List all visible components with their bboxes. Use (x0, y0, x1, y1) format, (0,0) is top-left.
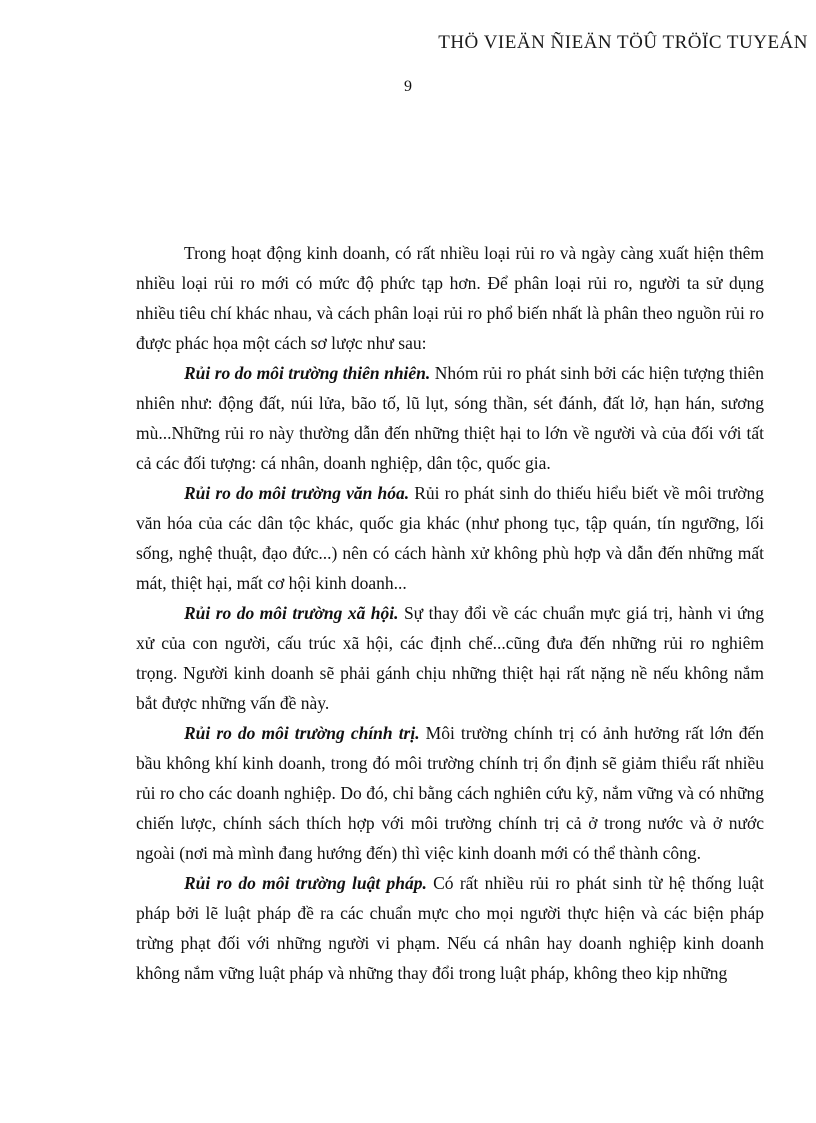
term-cultural-environment: Rủi ro do môi trường văn hóa. (184, 483, 410, 503)
page-number: 9 (404, 78, 412, 95)
term-political-environment: Rủi ro do môi trường chính trị. (184, 723, 420, 743)
paragraph-text: Nhóm rủi ro phát sinh bởi các hiện tượng thiên nhiên như: động đất, núi lửa, bão tố, lũ lụt, sóng thần, sét đánh, đất lở, hạn hán, sương mù...Những rủi ro này thường dẫn đến những thiệt hại to lớn về người và của đối với tất cả các đối tượng: cá nhân, doanh nghiệp, dân tộc, quốc gia. (136, 363, 764, 473)
term-social-environment: Rủi ro do môi trường xã hội. (184, 603, 399, 623)
paragraph-legal-environment (136, 868, 764, 988)
intro-paragraph: Trong hoạt động kinh doanh, có rất nhiều loại rủi ro và ngày càng xuất hiện thêm nhiều loại rủi ro mới có mức độ phức tạp hơn. Để phân loại rủi ro, người ta sử dụng nhiều tiêu chí khác nhau, và cách phân loại rủi ro phổ biến nhất là phân theo nguồn rủi ro được phác họa một cách sơ lược như sau: (136, 243, 764, 353)
paragraph-text: Rủi ro phát sinh do thiếu hiểu biết về môi trường văn hóa của các dân tộc khác, quốc gia khác (như phong tục, tập quán, tín ngưỡng, lối sống, nghệ thuật, đạo đức...) nên có cách hành xử không phù hợp và dẫn đến những mất mát, thiệt hại, mất cơ hội kinh doanh... (136, 483, 764, 593)
term-legal-environment: Rủi ro do môi trường luật pháp. (184, 873, 427, 893)
paragraph-text: Môi trường chính trị có ảnh hưởng rất lớn đến bầu không khí kinh doanh, trong đó môi trường chính trị ổn định sẽ giảm thiểu rất nhiều rủi ro cho các doanh nghiệp. Do đó, chỉ bằng cách nghiên cứu kỹ, nắm vững và có những chiến lược, chính sách thích hợp với môi trường chính trị cả ở trong nước và ở nước ngoài (nơi mà mình đang hướng đến) thì việc kinh doanh mới có thể thành công. (136, 723, 764, 863)
paragraph-text: Sự thay đổi về các chuẩn mực giá trị, hành vi ứng xử của con người, cấu trúc xã hội, các định chế...cũng đưa đến những rủi ro nghiêm trọng. Người kinh doanh sẽ phải gánh chịu những thiệt hại rất nặng nề nếu không nắm bắt được những vấn đề này. (136, 603, 764, 713)
paragraph-social-environment (136, 598, 764, 718)
paragraph-cultural-environment (136, 478, 764, 598)
paragraph-text: Có rất nhiều rủi ro phát sinh từ hệ thống luật pháp bởi lẽ luật pháp đề ra các chuẩn mực cho mọi người thực hiện và các biện pháp trừng phạt đối với những người vi phạm. Nếu cá nhân hay doanh nghiệp kinh doanh không nắm vững luật pháp và những thay đổi trong luật pháp, không theo kịp những (136, 873, 764, 983)
term-natural-environment: Rủi ro do môi trường thiên nhiên. (184, 363, 431, 383)
document-body (136, 238, 764, 988)
paragraph-natural-environment (136, 358, 764, 478)
header-title: THÖ VIEÄN ÑIEÄN TÖÛ TRÖÏC TUYEÁN (438, 32, 808, 53)
paragraph-political-environment (136, 718, 764, 868)
